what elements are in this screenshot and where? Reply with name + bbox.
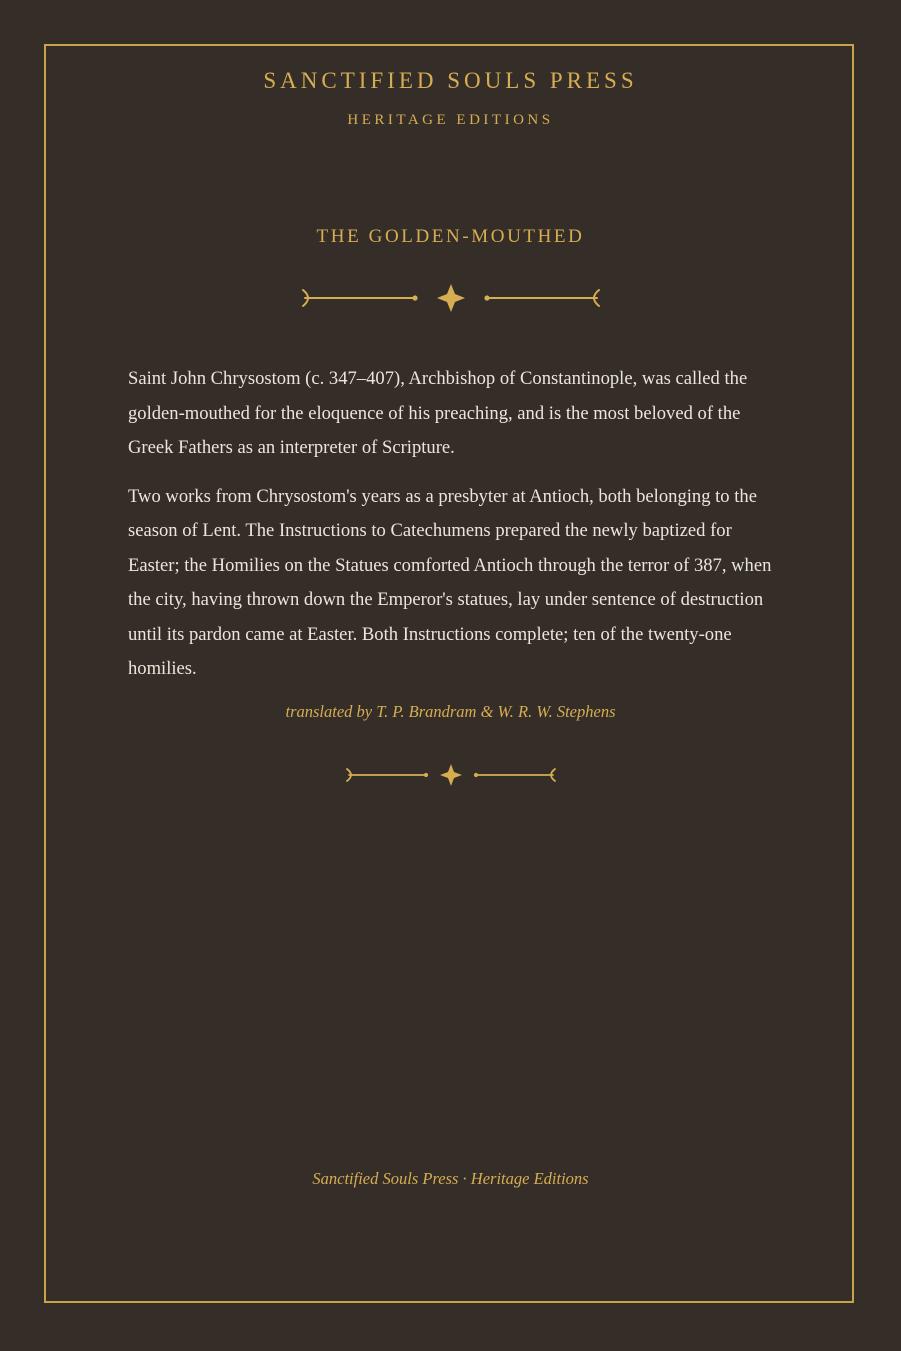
edition-line: HERITAGE EDITIONS [347,112,554,128]
description-body [128,362,778,701]
four-point-star-icon [299,282,603,314]
description-paragraph: Two works from Chrysostom's years as a presbyter at Antioch, both belonging to the season of Lent. The Instructions to Catechumens prepared the newly baptized for Easter; the Homilies on the Statues comforted Antioch through the terror of 387, when the city, having thrown down the Emperor's statues, lay under sentence of destruction until its pardon came at Easter. Both Instructions complete; ten of the twenty-one homilies. [128,485,772,679]
description-paragraph: Saint John Chrysostom (c. 347–407), Archbishop of Constantinople, was called the golden-mouthed for the eloquence of his preaching, and is the most beloved of the Greek Fathers as an interpreter of Scripture. [128,368,748,458]
footer-imprint: Sanctified Souls Press · Heritage Editions [312,1169,589,1188]
section-title: THE GOLDEN-MOUTHED [316,226,585,247]
ornamental-divider-icon [0,762,901,788]
ornamental-divider-icon [0,282,901,314]
translator-credit: translated by T. P. Brandram & W. R. W. Stephens [285,702,616,721]
four-point-star-icon [344,762,558,788]
press-name: SANCTIFIED SOULS PRESS [263,68,638,93]
